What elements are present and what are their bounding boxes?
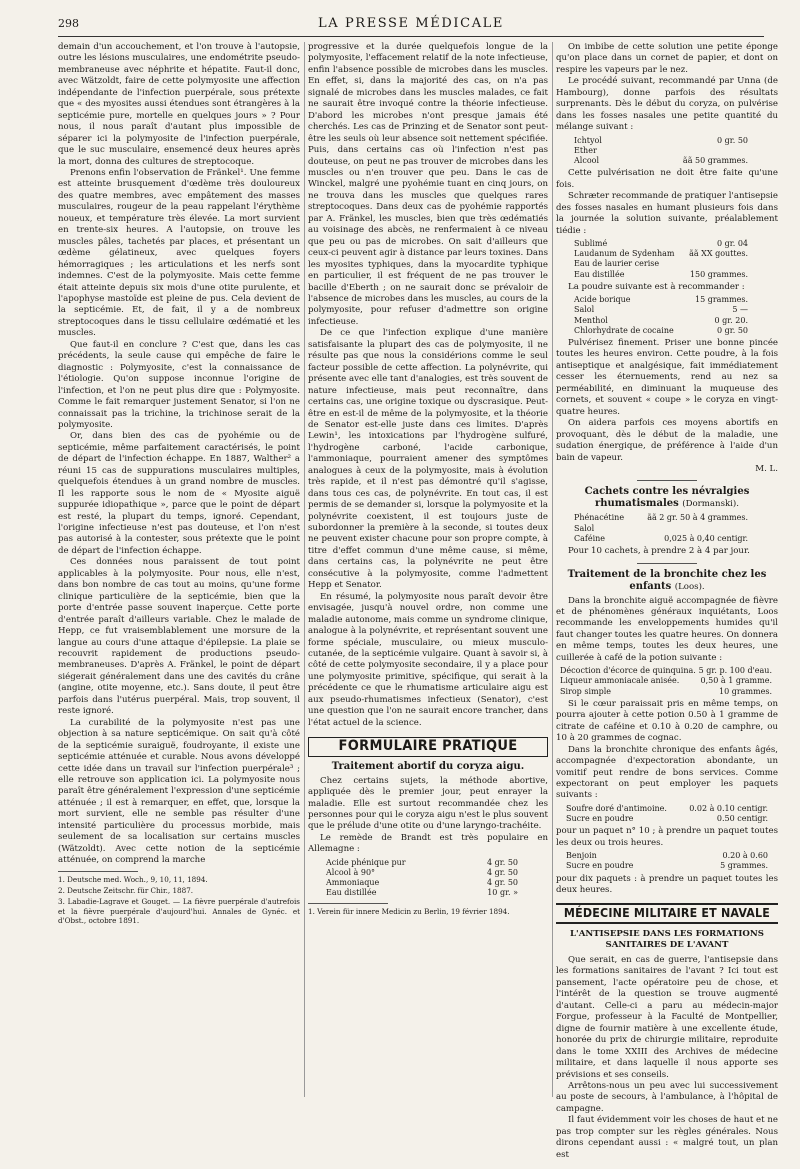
page-number: 298 — [58, 17, 79, 30]
paragraph: Pulvérisez finement. Priser une bonne pincée toutes les heures environ. Cette poudre, à la fois antiseptique et analgésique, fait immédiatement cesser les éternuements, rend au nez sa perméabilité, en diminuant la muqueuse des cornets, et souvent « coupe » le coryza en vingt-quatre heures. — [556, 338, 778, 417]
paquets-recipe: Soufre doré d'antimoine. 0.02 à 0.10 centigr. Sucre en poudre 0.50 centigr. — [566, 803, 768, 824]
paragraph: Or, dans bien des cas de pyohémie ou de septicémie, même parfaitement caractérisés, le point de départ de l'infection échappe. En 1887, Walther² a réuni 15 cas de suppurations musculaires multiples, quelquefois étendues à un grand nombre de muscles. Il les rapporte sous le nom de « Myosite aiguë suppurée idiopathique », parce que le point de départ est resté, la plupart du temps, ignoré. Cependant, l'origine infectieuse n'est pas douteuse, et l'on n'est pas autorisé à la contester, sous prétexte que le point de départ de l'infection échappe. — [58, 431, 300, 556]
recipe-line: Ammoniaque 4 gr. 50 — [326, 878, 518, 888]
nevralgies-heading: Cachets contre les névralgies rhumatismales (Dormanski). — [584, 486, 750, 510]
paragraph: On aidera parfois ces moyens abortifs en provoquant, dès le début de la maladie, une sudation énergique, de préférence à l'aide d'un bain de vapeur. — [556, 418, 778, 463]
benjoin-recipe: Benjoin 0.20 à 0.60 Sucre en poudre 5 grammes. — [566, 851, 768, 871]
paragraph: Pour 10 cachets, à prendre 2 à 4 par jour. — [568, 546, 750, 557]
footnote: 2. Deutsche Zeitschr. für Chir., 1887. — [58, 885, 194, 895]
separator — [637, 563, 697, 564]
separator — [637, 480, 697, 481]
paragraph: Il faut évidemment voir les choses de haut et ne pas trop compter sur les règles générales. Nous dirons cependant aussi : « malgré tout, un plan est — [556, 1115, 778, 1160]
recipe-line: Acide phénique pur 4 gr. 50 — [326, 857, 518, 867]
paragraph: Chez certains sujets, la méthode abortive, appliquée dès le premier jour, peut enrayer la maladie. Elle est surtout recommandée chez les personnes pour qui le coryza aigu n'est le plus souvent que le prélude d'une otite ou d'une laryngo-trachéite. — [308, 775, 548, 832]
coryza-heading: Traitement abortif du coryza aigu. — [331, 760, 525, 772]
column-rule-2 — [552, 42, 553, 1097]
paragraph: pour dix paquets : à prendre un paquet toutes les deux heures. — [556, 873, 778, 896]
schraeter-recipe: Sublimé 0 gr. 04 Laudanum de Sydenham ãã XX gouttes. Eau de laurier cerise Eau distillée 150 grammes. — [574, 238, 748, 279]
paragraph: Dans la bronchite chronique des enfants âgés, accompagnée d'expectoration abondante, un vomitif peut rendre de bons services. Comme expectorant on peut employer les paquets suivants : — [556, 744, 778, 801]
article-title: L'ANTISEPSIE DANS LES FORMATIONS SANITAIRES DE L'AVANT — [570, 929, 764, 951]
brandt-recipe — [326, 858, 548, 899]
footnote: 1. Verein für innere Medicin zu Berlin, 19 février 1894. — [308, 906, 510, 916]
paragraph: De ce que l'infection explique d'une manière satisfaisante la plupart des cas de polymyosite, il ne résulte pas que nous la considérions comme le seul facteur possible de cette affection. La polynévrite, qui présente avec elle tant d'analogies, est très souvent de nature infectieuse, mais peut reconnaître, dans certains cas, une origine toxique ou dyscrasique. Peut-être en est-il de même de la polymyosite, et la théorie de Senator est-elle juste dans ces limites. D'après Lewin¹, les intoxications par l'hydrogène sulfuré, l'hydrogène carboné, l'acide carbonique, l'ammoniaque, pourraient amener des symptômes analogues à ceux de la polymyosite, mais à évolution très rapide, et il n'est pas démontré qu'il s'agisse, dans tous ces cas, de polynévrite. En tout cas, il est permis de se demander si, lorsque la polymyosite et la polynévrite coexistent, il est toujours juste de subordonner la première à la seconde, si toutes deux ne peuvent exister chacune pour son propre compte, à titre d'effet commun d'une même cause, si même, dans certains cas, la polynévrite ne peut être consécutive à la polymyosite, comme l'admettent Hepp et Senator. — [308, 328, 548, 591]
paragraph: Prenons enfin l'observation de Fränkel¹. Une femme est atteinte brusquement d'œdème très douloureux des quatre membres, avec empâtement des masses musculaires, rougeur de la peau rappelant l'érythème noueux, et température très élevée. La mort survient en trente-six heures. A l'autopsie, on trouve les muscles pâles, tachetés par places, et présentant un œdème gélatineux, avec quelques foyers hémorragiques ; les articulations et les nerfs sont indemnes. C'est de la polymyosite. Mais cette femme était atteinte depuis six mois d'une otite purulente, et l'apophyse mastoïde est pleine de pus. Cela devient de la septicémie. Et, de fait, il y a de nombreux streptocoques dans le tissu cellulaire œdématié et les muscles. — [58, 167, 300, 339]
paragraph: Le remède de Brandt est très populaire en Allemagne : — [308, 832, 548, 855]
paragraph: Arrêtons-nous un peu avec lui successivement au poste de secours, à l'ambulance, à l'hôpital de campagne. — [556, 1081, 778, 1114]
paragraph: Ces données nous paraissent de tout point applicables à la polymyosite. Pour nous, elle n'est, dans bon nombre de cas tout au moins, qu'une forme clinique particulière de la septicémie, bien que la porte d'entrée passe souvent inaperçue. Cette porte d'entrée paraît d'ailleurs variable. Chez le malade de Hepp, ce fut vraisemblablement une morsure de la langue au cours d'une attaque d'épilepsie. La plaie se recouvrit rapidement de productions pseudo-membraneuses. D'après A. Fränkel, le point de départ siégerait généralement dans une des cavités du crâne (angine, otite moyenne, etc.). Sans doute, il peut être parfois dans l'utérus puerpéral. Mais, trop souvent, il reste ignoré. — [58, 557, 300, 717]
footnote-rule — [308, 903, 388, 904]
column-3 — [556, 42, 778, 1161]
paragraph: Dans la bronchite aiguë accompagnée de fièvre et de phénomènes généraux inquiétants, Loos recommande les enveloppements humides qu'il faut changer toutes les quatre heures. On donnera en même temps, toutes les deux heures, une cuillerée à café de la potion suivante : — [556, 595, 778, 663]
paragraph: progressive et la durée quelquefois longue de la polymyosite, l'effacement relatif de la note infectieuse, enfin l'absence possible de microbes dans les muscles. En effet, si, dans la majorité des cas, on n'a pas signalé de microbes dans les muscles malades, ce fait ne saurait être invoqué contre la théorie infectieuse. D'abord les microbes n'ont presque jamais été cherchés. Les cas de Prinzing et de Senator sont peut-être les seuls où leur absence soit nettement spécifiée. Puis, dans certains cas où l'infection n'est pas douteuse, on peut ne pas trouver de microbes dans les muscles ou n'en trouver que peu. Dans le cas de Winckel, malgré une pyohémie tuant en cinq jours, on ne trouva dans les muscles que quelques rares streptocoques. Dans deux cas de pyohémie rapportés par A. Fränkel, les muscles, bien que très œdématiés au voisinage des abcès, ne renfermaient à ce niveau que peu ou pas de microbes. On sait d'ailleurs que ceux-ci peuvent agir à distance par leurs toxines. Dans les myosites typhiques, dans la myocardite typhique en particulier, il est fréquent de ne pas trouver le bacille d'Eberth ; on ne saurait donc se prévaloir de l'absence de microbes dans les muscles, au cours de la polymyosite, pour refuser d'admettre son origine infectieuse. — [308, 42, 548, 327]
paragraph: Le procédé suivant, recommandé par Unna (de Hambourg), donne parfois des résultats surprenants. Dès le début du coryza, on pulvérise dans les fosses nasales une petite quantité du mélange suivant : — [556, 76, 778, 133]
unna-recipe: Ichtyol 0 gr. 50 Ether Alcool ãã 50 grammes. — [574, 135, 748, 166]
recipe-line: Eau distillée 10 gr. » — [326, 888, 518, 898]
paragraph: Que serait, en cas de guerre, l'antisepsie dans les formations sanitaires de l'avant ? Ici tout est pansement, l'acte opératoire peu de chose, et l'intérêt de la question se trouve augmenté d'autant. Celle-ci a paru au médecin-major Forgue, professeur à la Faculté de Montpellier, digne de fournir matière à une excellente étude, honorée du prix de chirurgie militaire, reproduite dans le tome XXIII des Archives de médecine militaire, et dans laquelle il nous apporte ses prévisions et ses conseils. — [556, 955, 778, 1080]
formulaire-heading: FORMULAIRE PRATIQUE — [308, 737, 548, 756]
paragraph: pour un paquet n° 10 ; à prendre un paquet toutes les deux ou trois heures. — [556, 826, 778, 848]
signature: M. L. — [755, 464, 778, 475]
paragraph: Cette pulvérisation ne doit être faite qu'une fois. — [556, 168, 778, 190]
column-2 — [308, 42, 548, 916]
quinquina-recipe: Décoction d'écorce de quinquina. 5 gr. p. 100 d'eau. Liqueur ammoniacale anisée. 0,50 à 1 gramme. Sirop simple 10 grammes. — [560, 666, 772, 696]
running-title: LA PRESSE MÉDICALE — [318, 16, 504, 31]
paragraph: Schræter recommande de pratiquer l'antisepsie des fosses nasales en humant plusieurs fois dans la journée la solution suivante, préalablement tiédie : — [556, 191, 778, 236]
paragraph: Que faut-il en conclure ? C'est que, dans les cas précédents, la seule cause qui empêche de faire le diagnostic : Polymyosite, c'est la connaissance de l'étiologie. Qu'on suppose inconnue l'origine de l'infection, et l'on ne peut plus dire que : Polymyosite. Comme le fait remarquer justement Senator, si l'on ne connaissait pas la trichine, la trichinose serait de la polymyosite. — [58, 339, 300, 430]
footnote: 1. Deutsche med. Woch., 9, 10, 11, 1894. — [58, 874, 208, 884]
paragraph: La curabilité de la polymyosite n'est pas une objection à sa nature septicémique. On sait qu'à côté de la septicémie suraiguë, foudroyante, il existe une septicémie atténuée et curable. Nous avons développé cette idée dans un travail sur l'infection puerpérale³ ; elle retrouve son application ici. La polymyosite nous paraît être généralement l'expression d'une septicémie atténuée ; il est à remarquer, en effet, que, lorsque la mort survient, elle ne semble pas résulter d'une intensité particulière du processus morbide, mais seulement de sa localisation sur certains muscles (Wätzoldt). Avec cette notion de la septicémie atténuée, on comprend la marche — [58, 717, 300, 866]
bronchite-heading: Traitement de la bronchite chez les enfants (Loos). — [567, 568, 767, 592]
page-header — [58, 14, 764, 37]
column-1 — [58, 42, 300, 925]
footnote: 3. Labadie-Lagrave et Gouget. — La fièvre puerpérale d'autrefois et la fièvre puerpérale d'aujourd'hui. Annales de Gynéc. et d'Obst., octobre 1891. — [58, 897, 300, 925]
recipe-line: Alcool à 90° 4 gr. 50 — [326, 868, 518, 878]
footnote-rule — [58, 871, 138, 872]
paragraph: On imbibe de cette solution une petite éponge qu'on place dans un cornet de papier, et dont on respire les vapeurs par le nez. — [556, 42, 778, 75]
poudre-recipe: Acide borique 15 grammes. Salol 5 — Menthol 0 gr. 20. Chlorhydrate de cocaine 0 gr. 50 — [574, 295, 748, 335]
military-section-heading: MÉDECINE MILITAIRE ET NAVALE — [556, 903, 778, 924]
paragraph: La poudre suivante est à recommander : — [568, 281, 745, 292]
paragraph: En résumé, la polymyosite nous paraît devoir être envisagée, jusqu'à nouvel ordre, non comme une maladie autonome, mais comme un syndrome clinique, analogue à la polynévrite, et représentant souvent une forme spéciale, musculaire, ou mieux musculo-cutanée, de la septicémie vulgaire. Quant à savoir si, à côté de cette polymyosite secondaire, il y a place pour une polymyosite primitive, spécifique, qui serait à la précédente ce que le rhumatisme articulaire aigu est aux pseudo-rhumatismes infectieux (Senator), c'est une question que l'on ne saurait encore trancher, dans l'état actuel de la science. — [308, 591, 548, 728]
cachets-recipe: Phénacétine ãã 2 gr. 50 à 4 grammes. Salol Caféine 0,025 à 0,40 centigr. — [574, 513, 748, 543]
column-rule-1 — [304, 42, 305, 1097]
paragraph: demain d'un accouchement, et l'on trouve à l'autopsie, outre les lésions musculaires, une endométrite pseudo-membraneuse avec néphrite et hépatite. Faut-il donc, avec Wätzoldt, faire de cette polymyosite une affection indépendante de l'infection puerpérale, sous prétexte que « des myosites aussi étendues sont étrangères à la septicémie pure, mortelle en quelques jours » ? Pour nous, il nous paraît d'autant plus impossible de séparer ici la polymyosite de l'infection puerpérale, que le suc musculaire, ensemencé deux heures après la mort, donna des cultures de streptocoque. — [58, 42, 300, 167]
paragraph: Si le cœur paraissait pris en même temps, on pourra ajouter à cette potion 0.50 à 1 gramme de citrate de caféine et 0.10 à 0.20 de camphre, ou 10 à 20 grammes de cognac. — [556, 698, 778, 744]
